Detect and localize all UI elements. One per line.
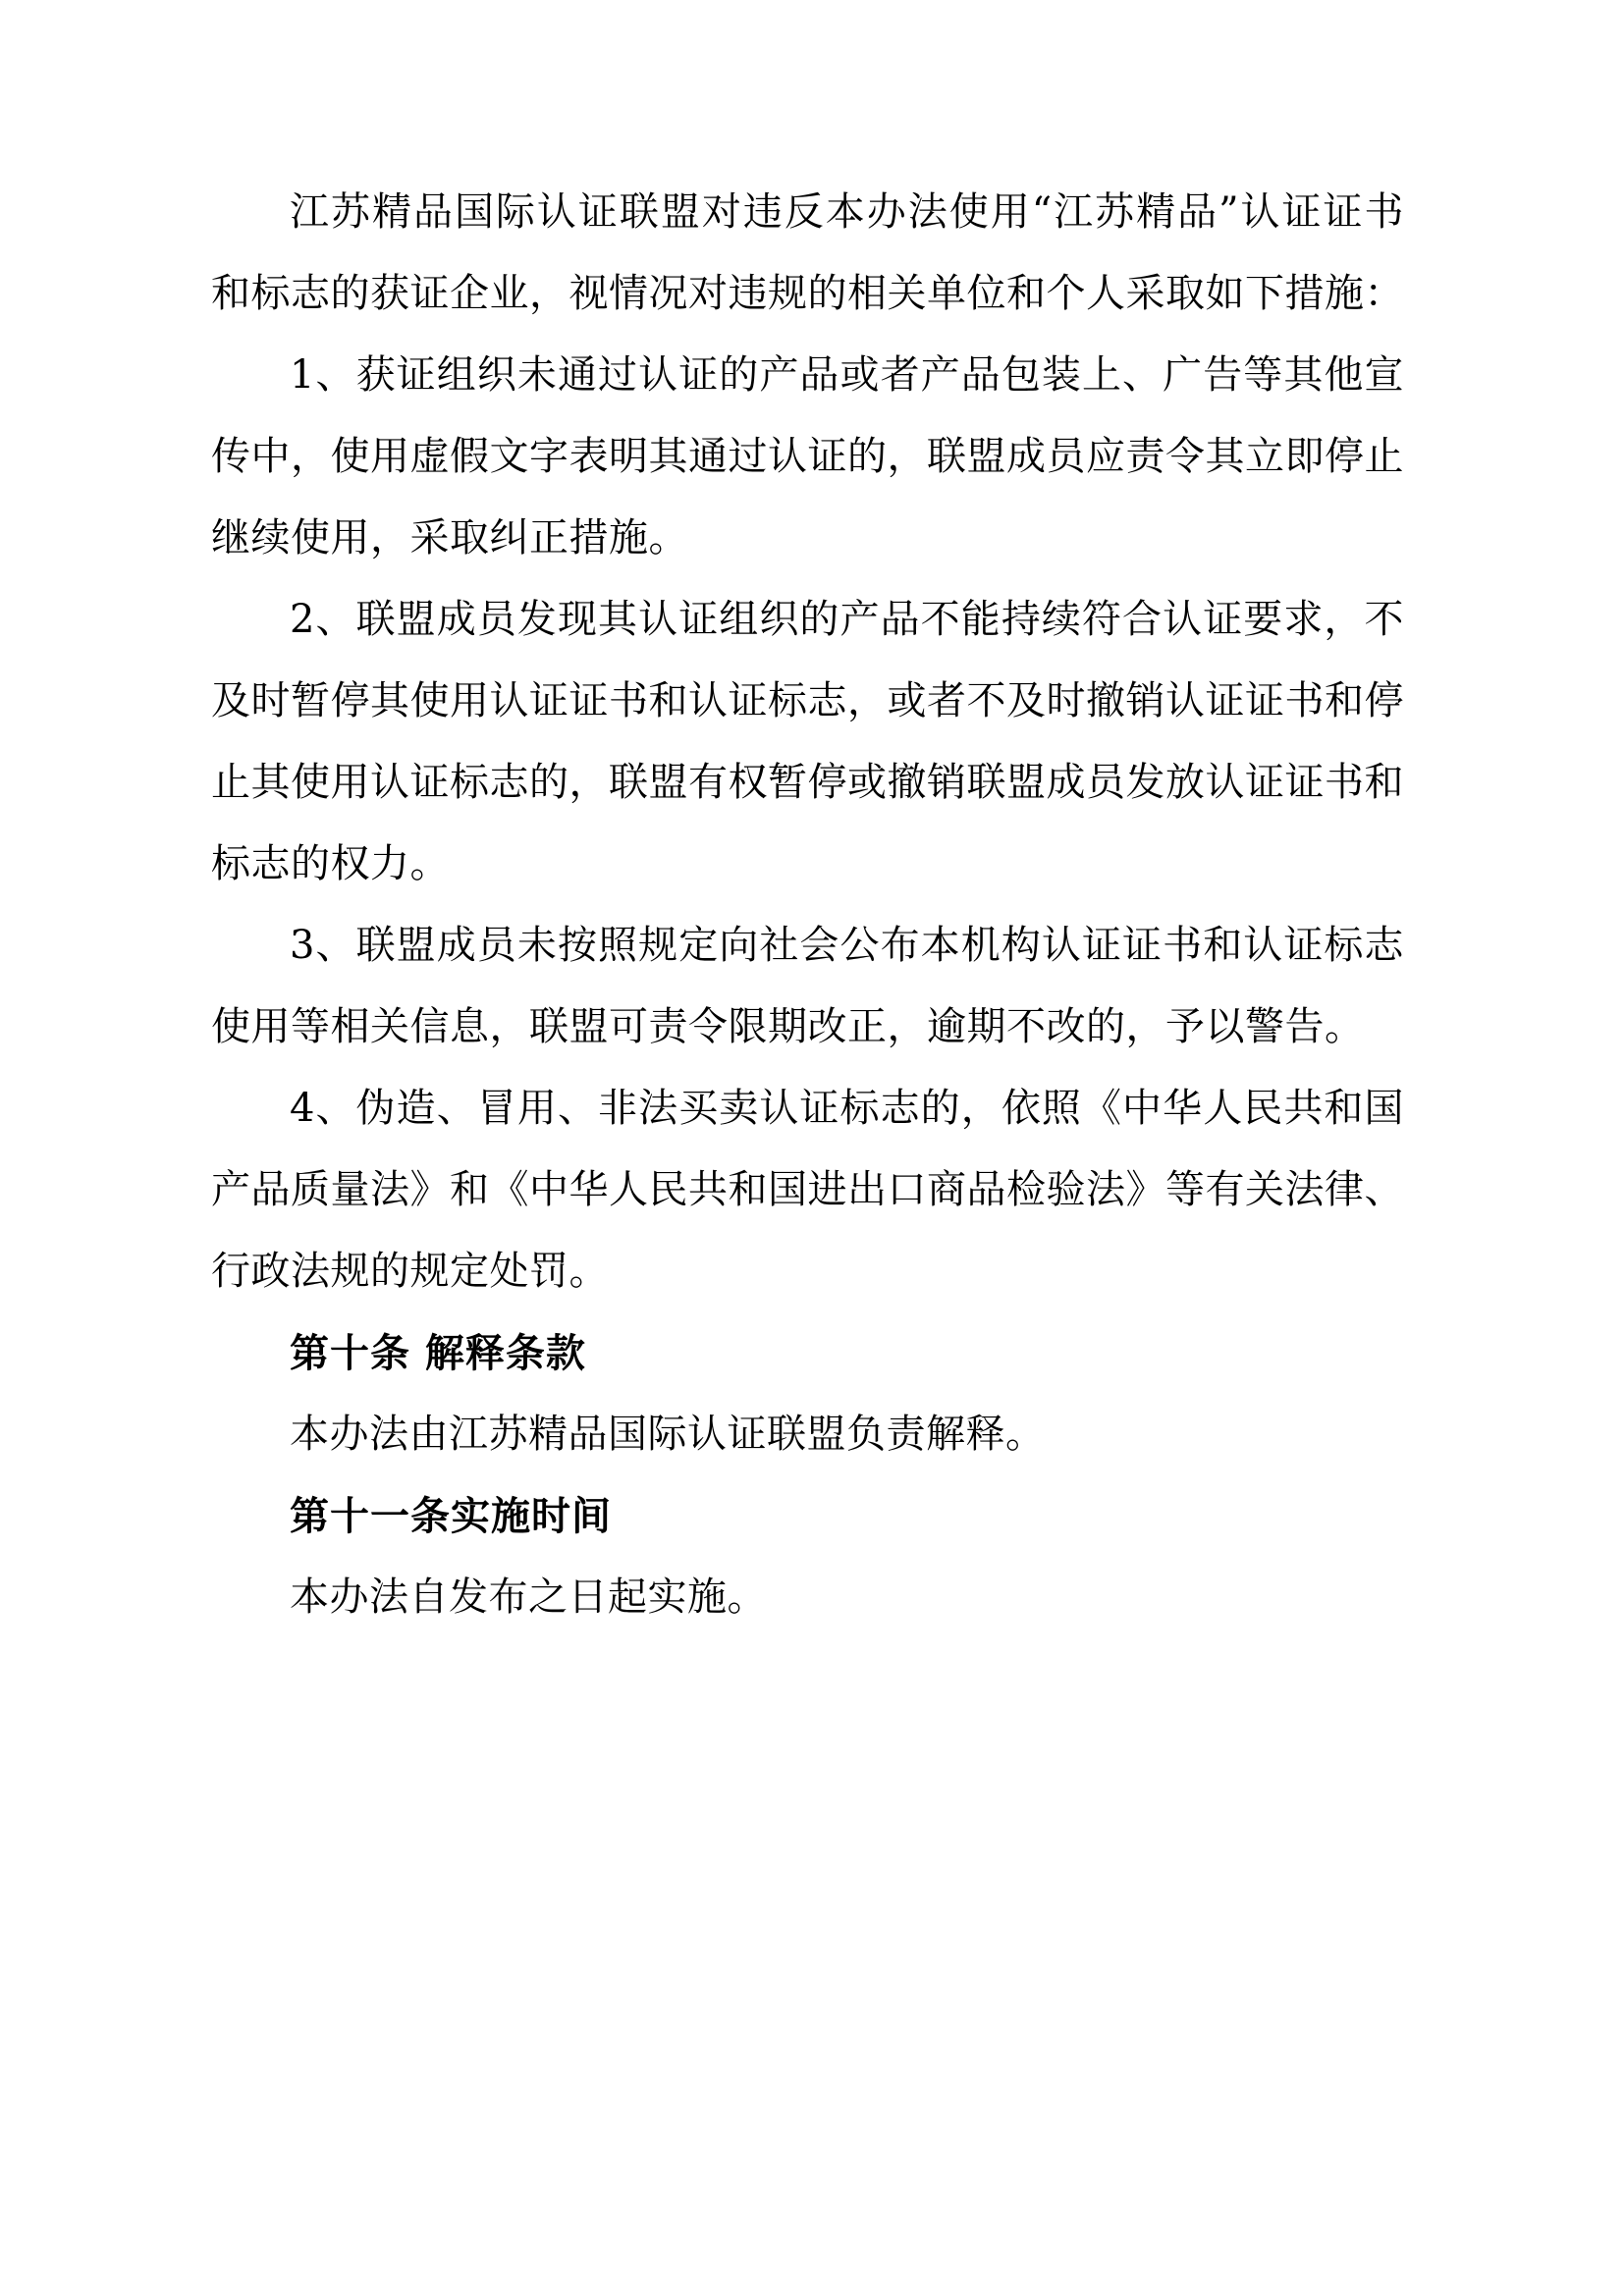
- paragraph-article-10-body: 本办法由江苏精品国际认证联盟负责解释。: [290, 1412, 1046, 1457]
- paragraph-item-2: 2、联盟成员发现其认证组织的产品不能持续符合认证要求，不及时暂停其使用认证证书和认证标志，或者不及时撤销认证证书和停止其使用认证标志的，联盟有权暂停或撤销联盟成员发放认证证书和标志的权力。: [211, 597, 1404, 886]
- paragraph-item-1: 1、获证组织未通过认证的产品或者产品包装上、广告等其他宣传中，使用虚假文字表明其通过认证的，联盟成员应责令其立即停止继续使用，采取纠正措施。: [211, 352, 1404, 561]
- paragraph-intro: 江苏精品国际认证联盟对违反本办法使用“江苏精品”认证证书和标志的获证企业，视情况对违规的相关单位和个人采取如下措施：: [211, 189, 1404, 316]
- paragraph-article-11-body: 本办法自发布之日起实施。: [290, 1575, 767, 1620]
- paragraph-item-4: 4、伪造、冒用、非法买卖认证标志的，依照《中华人民共和国产品质量法》和《中华人民共和国进出口商品检验法》等有关法律、行政法规的规定处罚。: [211, 1086, 1404, 1294]
- paragraph-item-3: 3、联盟成员未按照规定向社会公布本机构认证证书和认证标志使用等相关信息，联盟可责令限期改正，逾期不改的，予以警告。: [211, 923, 1404, 1049]
- heading-article-10: 第十条 解释条款: [290, 1330, 586, 1376]
- heading-article-11: 第十一条实施时间: [290, 1493, 612, 1539]
- document-body: [211, 172, 1404, 1638]
